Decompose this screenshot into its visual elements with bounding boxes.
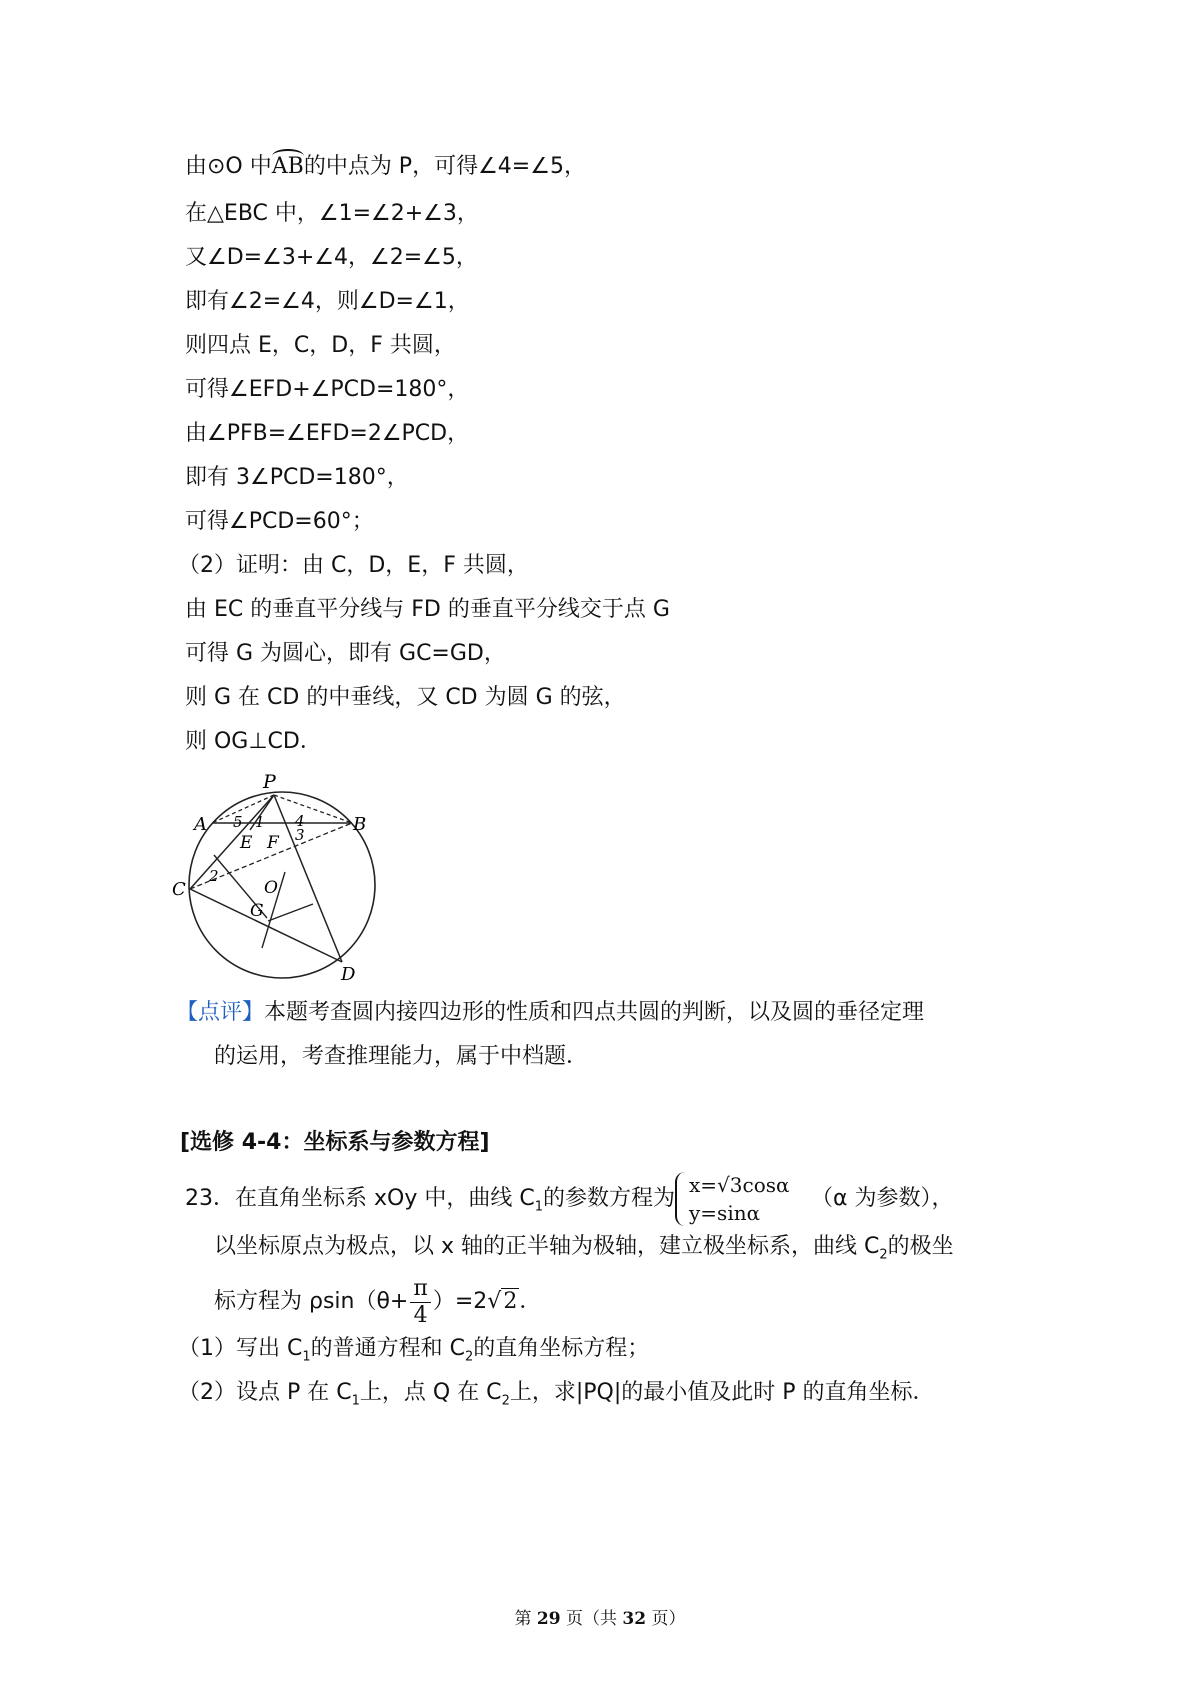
label-b: B xyxy=(353,814,367,835)
line-ce xyxy=(190,795,274,889)
problem-text-3a: 标方程为 ρsin（θ+ xyxy=(214,1289,409,1314)
solution-line: 即有∠2=∠4，则∠D=∠1， xyxy=(185,289,470,314)
question-2 xyxy=(178,1378,935,1416)
solution-line: 又∠D=∠3+∠4，∠2=∠5， xyxy=(185,245,478,270)
solution-line: 则 G 在 CD 的中垂线，又 CD 为圆 G 的弦， xyxy=(185,685,626,710)
problem-line-2 xyxy=(214,1232,954,1270)
angle-label-3: 3 xyxy=(295,826,305,844)
comment-line-1 xyxy=(176,998,924,1028)
page-number: 29 xyxy=(536,1609,561,1629)
label-c: C xyxy=(172,879,186,900)
solution-line: 则 OG⊥CD． xyxy=(185,729,322,754)
circle-o xyxy=(189,792,375,978)
problem-number: 23． xyxy=(185,1186,235,1211)
solution-line-1-pre: 由⊙O 中 xyxy=(185,154,272,179)
solution-line: 由∠PFB=∠EFD=2∠PCD， xyxy=(185,421,470,446)
q2-sub-1: 1 xyxy=(351,1393,360,1409)
page-footer xyxy=(0,1604,1200,1629)
subscript-2: 2 xyxy=(879,1247,888,1263)
section-title: [选修 4-4：坐标系与参数方程] xyxy=(180,1130,490,1155)
solution-line: （2）证明：由 C，D，E，F 共圆， xyxy=(178,553,529,578)
label-o: O xyxy=(264,878,278,898)
q1-text-b: 的普通方程和 C xyxy=(310,1336,465,1361)
solution-line: 在△EBC 中，∠1=∠2+∠3， xyxy=(185,201,479,226)
problem-text-3b: ）=2 xyxy=(432,1289,488,1314)
line-pb-dashed xyxy=(274,795,352,823)
label-g: G xyxy=(250,901,264,921)
question-1 xyxy=(178,1334,649,1372)
page-total: 32 xyxy=(622,1609,647,1629)
arc-ab: AB xyxy=(272,152,304,182)
solution-line: 由 EC 的垂直平分线与 FD 的垂直平分线交于点 G xyxy=(185,597,670,622)
line-cd xyxy=(190,889,342,962)
q2-text-b: 上，点 Q 在 C xyxy=(359,1380,502,1405)
problem-text-2a: 以坐标原点为极点，以 x 轴的正半轴为极轴，建立极坐标系，曲线 C xyxy=(214,1234,880,1259)
problem-text-3c: ． xyxy=(519,1289,542,1314)
solution-line: 可得∠EFD+∠PCD=180°， xyxy=(185,377,470,402)
sqrt-radicand: 2 xyxy=(503,1289,518,1314)
solution-line-1 xyxy=(185,152,586,182)
angle-label-4: 4 xyxy=(295,812,305,830)
eq-x: x=√3cosα xyxy=(689,1173,790,1197)
footer-post: 页） xyxy=(651,1609,686,1629)
q2-text-a: （2）设点 P 在 C xyxy=(178,1380,352,1405)
sqrt-2: √2 xyxy=(487,1289,518,1314)
q1-text-c: 的直角坐标方程； xyxy=(473,1336,650,1361)
angle-label-1: 1 xyxy=(255,813,265,831)
comment-line-2: 的运用，考查推理能力，属于中档题． xyxy=(214,1044,589,1069)
solution-line: 则四点 E，C，D，F 共圆， xyxy=(185,333,456,358)
line-pd xyxy=(274,795,342,962)
subscript-1: 1 xyxy=(534,1199,543,1215)
frac-numerator: π xyxy=(410,1276,430,1303)
param-note: （α 为参数）， xyxy=(811,1186,954,1211)
param-equation-system xyxy=(675,1170,811,1228)
comment-tag: 【点评】 xyxy=(176,1000,265,1025)
problem-text-1b: 的参数方程为 xyxy=(542,1186,675,1211)
problem-line-3 xyxy=(214,1270,541,1334)
label-d: D xyxy=(341,964,356,980)
label-p: P xyxy=(263,771,276,793)
q1-sub-2: 2 xyxy=(465,1349,474,1365)
q1-text-a: （1）写出 C xyxy=(178,1336,303,1361)
angle-label-2: 2 xyxy=(209,867,219,885)
problem-text-1: 在直角坐标系 xOy 中，曲线 C xyxy=(235,1186,535,1211)
footer-pre: 第 xyxy=(514,1609,532,1629)
q2-text-c: 上，求|PQ|的最小值及此时 P 的直角坐标． xyxy=(509,1380,935,1405)
footer-mid: 页（共 xyxy=(566,1609,617,1629)
frac-denominator: 4 xyxy=(413,1302,428,1328)
fraction-pi-over-4 xyxy=(410,1276,430,1329)
problem-line-1 xyxy=(185,1170,954,1228)
angle-label-5: 5 xyxy=(233,813,243,831)
solution-line: 即有 3∠PCD=180°， xyxy=(185,465,409,490)
solution-line: 可得∠PCD=60°； xyxy=(185,509,374,534)
label-e: E xyxy=(240,833,253,853)
comment-text-1: 本题考查圆内接四边形的性质和四点共圆的判断，以及圆的垂径定理 xyxy=(264,1000,925,1025)
solution-line-1-post: 的中点为 P，可得∠4=∠5， xyxy=(303,154,586,179)
q2-sub-2: 2 xyxy=(501,1393,510,1409)
label-a: A xyxy=(194,814,207,835)
eq-y: y=sinα xyxy=(689,1201,761,1225)
q1-sub-1: 1 xyxy=(302,1349,311,1365)
solution-line: 可得 G 为圆心，即有 GC=GD， xyxy=(185,641,506,666)
label-f: F xyxy=(267,833,279,853)
problem-text-2b: 的极坐 xyxy=(887,1234,954,1259)
brace-icon xyxy=(675,1172,685,1226)
geometry-figure xyxy=(170,765,410,980)
